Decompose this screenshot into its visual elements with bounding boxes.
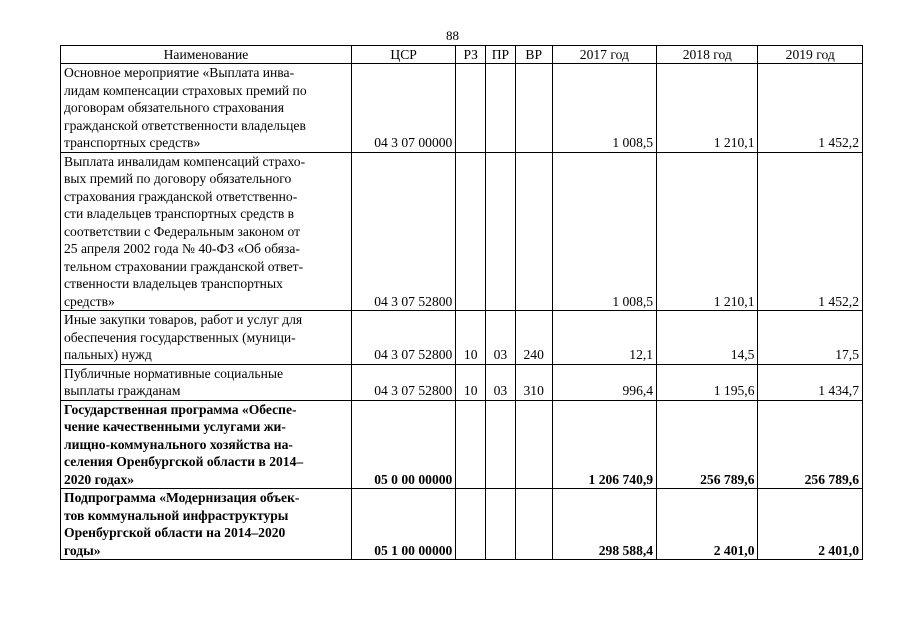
cell-vr [515,400,552,489]
table-row [61,364,863,400]
table-header-row [61,46,863,64]
header-2018: 2018 год [657,46,758,64]
name-line: Оренбургской области на 2014–2020 [64,525,286,540]
name-line: чение качественными услугами жи- [64,419,286,434]
name-line: соответствии с Федеральным законом от [64,223,301,239]
table-body [61,64,863,560]
cell-csr: 04 3 07 52800 [351,311,455,365]
name-line: пальных) нужд [64,347,152,362]
cell-pr [486,64,516,153]
cell-csr: 04 3 07 00000 [351,64,455,153]
name-line: лищно-коммунального хозяйства на- [64,436,293,452]
cell-vr: 240 [515,311,552,365]
cell-pr [486,152,516,311]
cell-pr [486,400,516,489]
header-vr: ВР [515,46,552,64]
cell-2017: 1 206 740,9 [552,400,656,489]
cell-2017: 298 588,4 [552,489,656,560]
cell-name [61,489,352,560]
name-line: выплаты гражданам [64,383,181,398]
name-line: вых премий по договору обязательного [64,171,292,186]
cell-2018: 1 210,1 [657,64,758,153]
budget-table [60,45,863,560]
cell-2019: 17,5 [758,311,863,365]
cell-name [61,64,352,153]
cell-name [61,152,352,311]
name-line: транспортных средств» [64,135,201,150]
name-line: 2020 годах» [64,471,135,487]
cell-2019: 1 452,2 [758,64,863,153]
cell-pr [486,489,516,560]
cell-rz: 10 [456,364,486,400]
header-name: Наименование [61,46,352,64]
table-row [61,400,863,489]
table-row [61,311,863,365]
header-csr: ЦСР [351,46,455,64]
name-line: Подпрограмма «Модернизация объек- [64,490,300,505]
cell-2019: 2 401,0 [758,489,863,560]
cell-name [61,311,352,365]
cell-rz: 10 [456,311,486,365]
cell-vr [515,489,552,560]
cell-vr: 310 [515,364,552,400]
name-line: Публичные нормативные социальные [64,365,284,381]
cell-name [61,364,352,400]
name-line: Иные закупки товаров, работ и услуг для [64,312,303,327]
cell-2018: 2 401,0 [657,489,758,560]
cell-rz [456,489,486,560]
name-line: сти владельцев транспортных средств в [64,206,295,221]
name-line: ственности владельцев транспортных [64,276,283,291]
cell-rz [456,400,486,489]
cell-2019: 1 452,2 [758,152,863,311]
cell-vr [515,152,552,311]
cell-csr: 05 1 00 00000 [351,489,455,560]
name-line: Государственная программа «Обеспе- [64,401,297,417]
cell-2017: 1 008,5 [552,152,656,311]
cell-2019: 1 434,7 [758,364,863,400]
table-row [61,152,863,311]
cell-2019: 256 789,6 [758,400,863,489]
cell-2018: 1 195,6 [657,364,758,400]
cell-rz [456,152,486,311]
name-line: средств» [64,293,115,309]
cell-pr: 03 [486,364,516,400]
name-line: селения Оренбургской области в 2014– [64,454,304,469]
name-line: Основное мероприятие «Выплата инва- [64,65,295,80]
cell-rz [456,64,486,153]
cell-csr: 05 0 00 00000 [351,400,455,489]
cell-csr: 04 3 07 52800 [351,152,455,311]
name-line: Выплата инвалидам компенсаций страхо- [64,153,306,169]
table-row [61,64,863,153]
name-line: лидам компенсации страховых премий по [64,82,307,98]
cell-2017: 1 008,5 [552,64,656,153]
cell-vr [515,64,552,153]
cell-2017: 12,1 [552,311,656,365]
cell-2018: 1 210,1 [657,152,758,311]
page-number: 88 [446,28,459,43]
cell-csr: 04 3 07 52800 [351,364,455,400]
name-line: 25 апреля 2002 года № 40-ФЗ «Об обяза- [64,241,300,256]
name-line: договорам обязательного страхования [64,100,284,115]
cell-2017: 996,4 [552,364,656,400]
name-line: годы» [64,542,101,558]
cell-pr: 03 [486,311,516,365]
name-line: тельном страховании гражданской ответ- [64,258,304,274]
name-line: гражданской ответственности владельцев [64,117,306,133]
cell-2018: 14,5 [657,311,758,365]
header-2019: 2019 год [758,46,863,64]
name-line: обеспечения государственных (муници- [64,329,296,345]
name-line: страхования гражданской ответственно- [64,188,298,204]
cell-name [61,400,352,489]
header-2017: 2017 год [552,46,656,64]
header-rz: РЗ [456,46,486,64]
name-line: тов коммунальной инфраструктуры [64,507,289,523]
table-row [61,489,863,560]
header-pr: ПР [486,46,516,64]
cell-2018: 256 789,6 [657,400,758,489]
